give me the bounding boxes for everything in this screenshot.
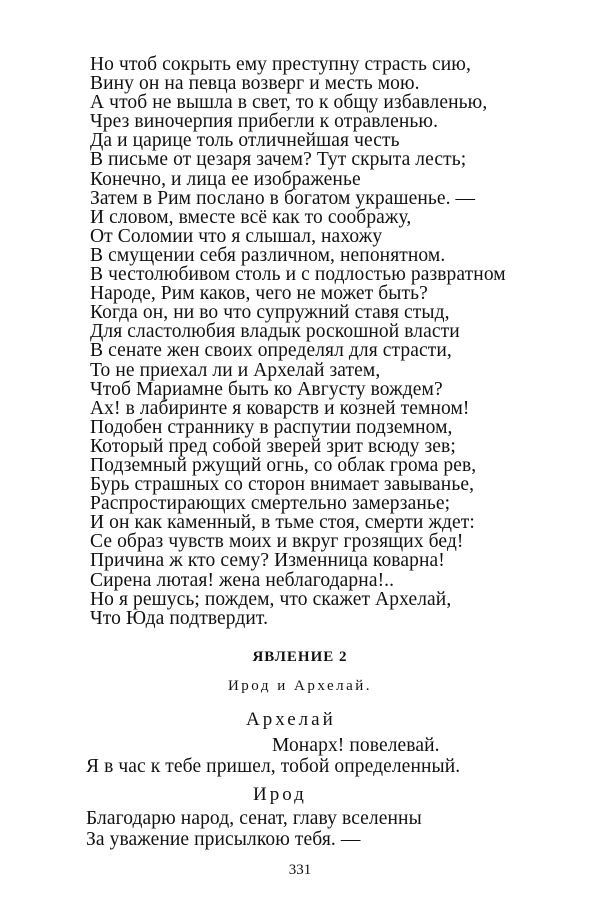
poem-line: А чтоб не вышла в свет, то к общу избавленью, — [90, 92, 488, 114]
poem-line: Чтоб Мариамне быть ко Августу вождем? — [90, 378, 443, 400]
poem-line: Когда он, ни во что супружний ставя стыд, — [90, 302, 450, 324]
speech-line: Я в час к тебе пришел, тобой определенный. — [86, 756, 461, 777]
poem-line: И словом, вместе всё как то соображу, — [90, 206, 412, 228]
speech-line: Благодарю народ, сенат, главу вселенны — [86, 808, 422, 829]
poem-line: Сирена лютая! жена неблагодарна!.. — [90, 569, 395, 591]
scene-characters: Ирод и Архелай. — [227, 678, 373, 694]
speech-line: За уважение присылкою тебя. — — [86, 829, 361, 850]
poem-line: В сенате жен своих определял для страсти, — [90, 340, 452, 362]
poem-line: Народе, Рим каков, чего не может быть? — [90, 283, 428, 305]
poem-line: Для сластолюбия владык роскошной власти — [90, 321, 460, 343]
poem-text — [90, 55, 530, 628]
poem-line: Но я решусь; пождем, что скажет Архелай, — [90, 588, 452, 610]
poem-line: То не приехал ли и Архелай затем, — [90, 359, 381, 381]
scene-heading: ЯВЛЕНИЕ 2 — [252, 649, 348, 665]
poem-line: От Соломии что я слышал, нахожу — [90, 225, 383, 247]
poem-line: Ах! в лабиринте я коварств и козней темном! — [90, 397, 470, 419]
poem-line: Се образ чувств моих и вкруг грозящих бед! — [90, 531, 464, 553]
poem-line: В письме от цезаря зачем? Тут скрыта лесть; — [90, 149, 467, 171]
page-number: 331 — [288, 862, 312, 878]
poem-line: Конечно, и лица ее изображенье — [90, 168, 361, 190]
poem-line: Да и царице толь отличнейшая честь — [90, 130, 400, 152]
poem-line: Который пред собой зверей зрит всюду зев; — [90, 435, 456, 457]
poem-line: Подобен страннику в распутии подземном, — [90, 416, 453, 438]
poem-line: Распростирающих смертельно замерзанье; — [90, 493, 451, 515]
poem-line: В честолюбивом столь и с подлостью развратном — [90, 264, 506, 286]
poem-line: Чрез виночерпия прибегли к отравленью. — [90, 111, 439, 133]
speaker-name: Ирод — [253, 784, 307, 805]
poem-line: Но чтоб сокрыть ему преступну страсть сию, — [90, 54, 471, 75]
speech-lines — [86, 735, 546, 777]
speaker-name: Архелай — [246, 709, 336, 730]
poem-line: В смущении себя различном, непонятном. — [90, 244, 446, 266]
poem-line: Подземный ржущий огнь, со облак грома рев, — [90, 454, 477, 476]
poem-line: Причина ж кто сему? Изменница коварна! — [90, 550, 445, 572]
poem-line: Затем в Рим послано в богатом украшенье. — — [90, 187, 476, 209]
poem-line: Бурь страшных со сторон внимает завыванье, — [90, 474, 475, 496]
poem-line: Что Юда подтвердит. — [90, 607, 269, 629]
speech-lines — [86, 808, 546, 850]
poem-line: И он как каменный, в тьме стоя, смерти ждет: — [90, 512, 475, 534]
speech-line: Монарх! повелевай. — [272, 735, 440, 756]
poem-line: Вину он на певца возверг и месть мою. — [90, 73, 420, 95]
